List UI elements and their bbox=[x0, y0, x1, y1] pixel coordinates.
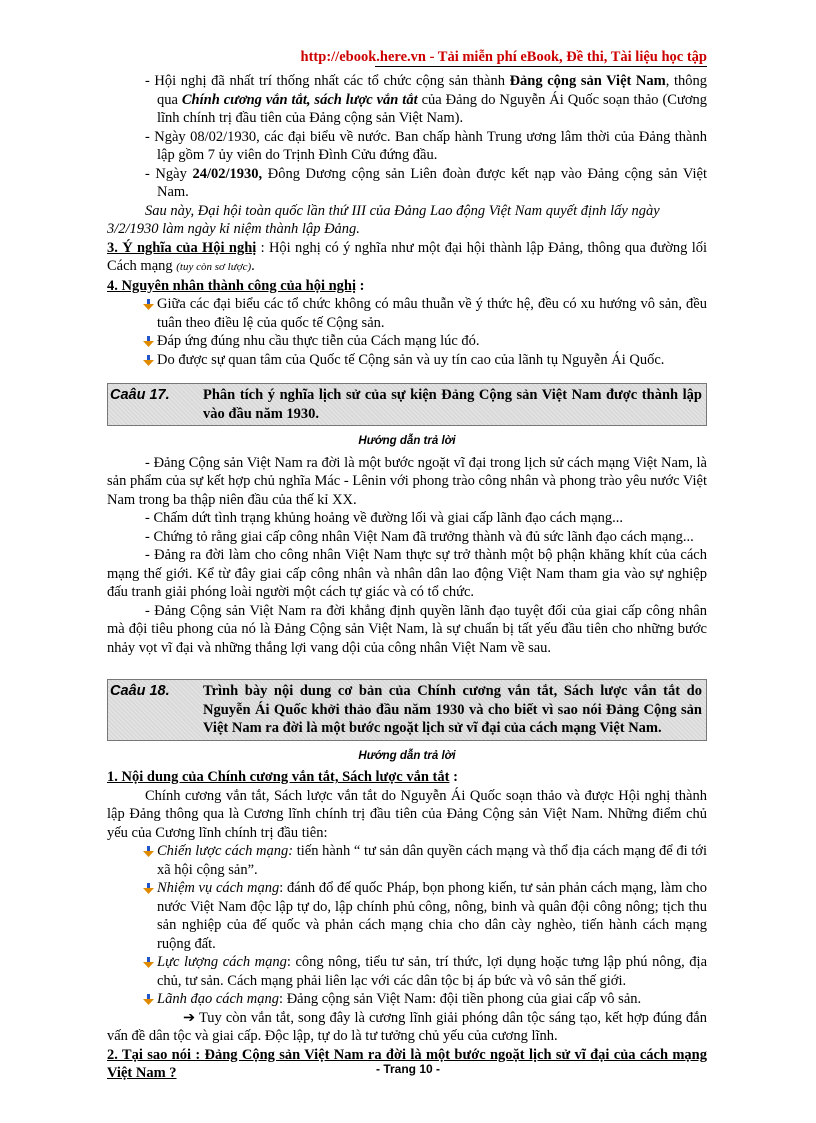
section-4-title: 4. Nguyên nhân thành công của hội nghị : bbox=[107, 277, 365, 294]
question-label: Caâu 17. bbox=[110, 387, 170, 403]
section-2-title: 2. Tại sao nói : Đảng Cộng sản Việt Nam ra đời là một bước ngoặt lịch sử vĩ đại của cách mạng Việt Nam ? bbox=[107, 1046, 707, 1081]
question-17-box bbox=[107, 383, 707, 426]
question-text: Trình bày nội dung cơ bản của Chính cương vắn tắt, Sách lược vắn tắt do Nguyễn Ái Quốc khởi thảo đầu năm 1930 và cho biết vì sao nói Đảng Cộng sản Việt Nam ra đời là một bước ngoặt lịch sử vĩ đại của cách mạng Việt Nam. bbox=[203, 683, 702, 736]
header-tagline: - Tải miễn phí eBook, Đề thi, Tài liệu học tập bbox=[425, 49, 707, 65]
bullet-item: Nhiệm vụ cách mạng: đánh đổ đế quốc Pháp, bọn phong kiến, tư sản phản cách mạng, làm cho nước Việt Nam độc lập tự do, lập chính phủ công, nông, binh và quân đội công nông; tịch thu sản nghiệp của đế quốc và phản cách mạng chia cho dân cày nghèo, tiến hành cách mạng ruộng đất. bbox=[107, 879, 707, 953]
section-3: 3. Ý nghĩa của Hội nghị : Hội nghị có ý nghĩa như một đại hội thành lập Đảng, thông qua đường lối Cách mạng (tuy còn sơ lược). bbox=[107, 239, 707, 274]
bullet-item: Lực lượng cách mạng: công nông, tiểu tư sản, trí thức, lợi dụng hoặc tưng lập phú nông, địa chủ, tư sản. Cách mạng phải liên lạc với các dân tộc bị áp bức và vô sản thế giới. bbox=[107, 953, 707, 990]
bullet-icon bbox=[143, 956, 154, 968]
header-divider bbox=[375, 66, 707, 67]
bullet-icon bbox=[143, 845, 154, 857]
paragraph: - Chứng tỏ rằng giai cấp công nhân Việt Nam đã trưởng thành và đủ sức lãnh đạo cách mạng... bbox=[145, 528, 694, 545]
paragraph: - Đảng Cộng sản Việt Nam ra đời khẳng định quyền lãnh đạo tuyệt đối của giai cấp công nhân mà đội tiêu phong của nó là Đảng Cộng sản Việt Nam, là sự chuẩn bị tất yếu đầu tiên cho những bước nhảy vọt vĩ đại và những thắng lợi vang dội của công nhân Việt Nam về sau. bbox=[107, 602, 707, 656]
note-line: 3/2/1930 làm ngày kỉ niệm thành lập Đảng. bbox=[107, 221, 360, 237]
paragraph: - Đảng ra đời làm cho công nhân Việt Nam thực sự trở thành một bộ phận khăng khít của cách mạng thế giới. Kể từ đây giai cấp công nhân và nhân dân lao động Việt Nam tham gia vào sự nghiệp đấu tranh giải phóng loài người một cách tự giác và có tổ chức. bbox=[107, 547, 707, 600]
guide-heading: Hướng dẫn trả lời bbox=[358, 435, 456, 447]
section-1-title: 1. Nội dung của Chính cương vắn tắt, Sách lược vắn tắt : bbox=[107, 769, 458, 785]
header-url-link[interactable]: http://ebook.here.vn bbox=[300, 49, 426, 65]
bullet-icon bbox=[143, 882, 154, 894]
question-text: Phân tích ý nghĩa lịch sử của sự kiện Đảng Cộng sản Việt Nam được thành lập vào đầu năm 1930. bbox=[203, 387, 702, 422]
note-line: Sau này, Đại hội toàn quốc lần thứ III của Đảng Lao động Việt Nam quyết định lấy ngày bbox=[145, 202, 660, 219]
paragraph: - Chấm dứt tình trạng khủng hoảng về đường lối và giai cấp lãnh đạo cách mạng... bbox=[145, 510, 624, 526]
bullet-item: Do được sự quan tâm của Quốc tế Cộng sản và uy tín cao của lãnh tụ Nguyễn Ái Quốc. bbox=[107, 351, 707, 370]
paragraph: - Đảng Cộng sản Việt Nam ra đời là một bước ngoặt vĩ đại trong lịch sử cách mạng Việt Nam, là sản phẩm của sự kết hợp chủ nghĩa Mác - Lênin với phong trào công nhân và phong trào yêu nước Việt Nam trong ba thập niên đầu của thế kỉ XX. bbox=[107, 454, 707, 508]
arrow-icon: ➔ bbox=[183, 1009, 196, 1026]
bullet-icon bbox=[143, 993, 154, 1005]
bullet-item: Lãnh đạo cách mạng: Đảng cộng sản Việt Nam: đội tiền phong của giai cấp vô sản. bbox=[107, 990, 707, 1009]
conclusion: ➔ Tuy còn vắn tắt, song đây là cương lĩnh giải phóng dân tộc sáng tạo, kết hợp đúng đắn vấn đề dân tộc và giai cấp. Độc lập, tự do là tư tưởng chủ yếu của cương lĩnh. bbox=[107, 1009, 707, 1044]
content bbox=[107, 72, 707, 1083]
bullet-icon bbox=[143, 298, 154, 310]
bullet-item: Chiến lược cách mạng: tiến hành “ tư sản dân quyền cách mạng và thổ địa cách mạng để đi tới xã hội cộng sản”. bbox=[107, 842, 707, 879]
list-item: - Ngày 08/02/1930, các đại biểu về nước. Ban chấp hành Trung ương lâm thời của Đảng thành lập gồm 7 ủy viên do Trịnh Đình Cửu đứng đầu. bbox=[145, 128, 707, 163]
bullet-item: Giữa các đại biểu các tổ chức không có mâu thuẫn về ý thức hệ, đều có xu hướng vô sản, đều tuân theo điều lệ của quốc tế Cộng sản. bbox=[107, 295, 707, 332]
list-item: - Ngày 24/02/1930, Đông Dương cộng sản Liên đoàn được kết nạp vào Đảng cộng sản Việt Nam. bbox=[145, 165, 707, 200]
bullet-icon bbox=[143, 335, 154, 347]
paragraph: Chính cương vắn tắt, Sách lược vắn tắt do Nguyễn Ái Quốc soạn thảo và được Hội nghị thành lập Đảng thông qua là Cương lĩnh chính trị đầu tiên của Đảng Cộng sản Việt Nam. Những điểm chủ yếu của Cương lĩnh chính trị đầu tiên: bbox=[107, 787, 707, 841]
page-header bbox=[301, 48, 707, 67]
bullet-item: Đáp ứng đúng nhu cầu thực tiễn của Cách mạng lúc đó. bbox=[107, 332, 707, 351]
guide-heading: Hướng dẫn trả lời bbox=[358, 749, 456, 762]
question-label: Caâu 18. bbox=[110, 683, 170, 699]
page-number: - Trang 10 - bbox=[375, 1062, 440, 1076]
question-18-box bbox=[107, 679, 707, 741]
bullet-icon bbox=[143, 354, 154, 366]
list-item: - Hội nghị đã nhất trí thống nhất các tổ chức cộng sản thành Đảng cộng sản Việt Nam, thông qua Chính cương vắn tắt, sách lược vắn tắt của Đảng do Nguyễn Ái Quốc soạn thảo (Cương lĩnh chính trị đầu tiên của Đảng cộng sản Việt Nam). bbox=[145, 73, 707, 126]
